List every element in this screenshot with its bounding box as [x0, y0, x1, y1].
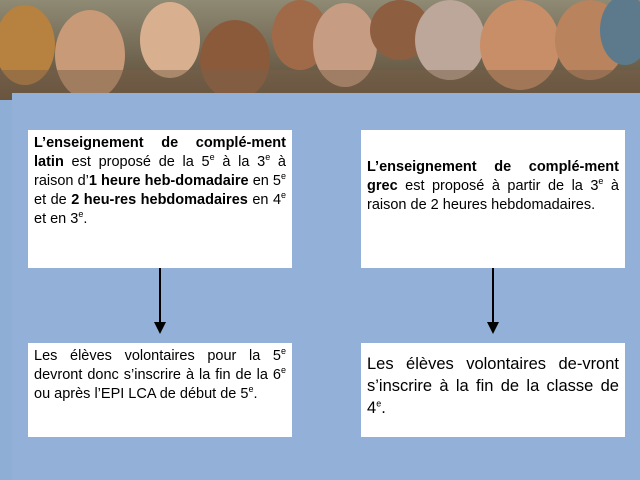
latin-text: et en 3: [34, 211, 79, 227]
superscript: e: [280, 346, 286, 357]
fresco-banner: [0, 0, 640, 100]
grec-info-box: [361, 130, 625, 268]
superscript: e: [281, 190, 287, 201]
grec-title-text: L’enseignement de complé-ment grec: [367, 159, 619, 194]
superscript: e: [78, 209, 84, 220]
latin-volunteers-text: .: [253, 386, 258, 402]
superscript: e: [280, 365, 286, 376]
latin-text: à la 3: [214, 154, 266, 170]
latin-down-arrow-icon: [153, 268, 167, 336]
latin-text: en 5: [248, 173, 281, 189]
superscript: e: [248, 384, 254, 395]
latin-volunteers-text: Les élèves volontaires pour la 5: [34, 348, 281, 364]
superscript: e: [209, 152, 215, 163]
latin-info-box: [28, 130, 292, 268]
latin-volunteers-text: ou après l’EPI LCA de début de 5: [34, 386, 249, 402]
latin-bold-text: 1 heure heb-domadaire: [88, 173, 249, 189]
grec-text: est proposé à partir de la 3: [397, 178, 599, 194]
grec-volunteers-text: .: [381, 399, 386, 417]
grec-volunteers-box: [361, 343, 625, 437]
grec-text: à raison de 2 heures hebdomadaires.: [367, 178, 619, 213]
latin-text: est proposé de la 5: [63, 154, 210, 170]
grec-volunteers-text: Les élèves volontaires de-vront s’inscrire à la fin de la classe de 4: [367, 355, 619, 417]
latin-text: et de: [34, 192, 72, 208]
latin-volunteers-box: [28, 343, 292, 437]
latin-text: en 4: [247, 192, 282, 208]
latin-text: .: [83, 211, 88, 227]
fresco-banner-image: [0, 0, 640, 100]
superscript: e: [265, 152, 271, 163]
superscript: e: [376, 398, 382, 409]
latin-volunteers-text: devront donc s’inscrire à la fin de la 6: [34, 367, 281, 383]
latin-title-text: L’enseignement de complé-ment latin: [34, 135, 286, 170]
grec-down-arrow-icon: [486, 268, 500, 336]
latin-bold-text: 2 heu-res hebdomadaires: [71, 192, 248, 208]
latin-text: à raison d’: [34, 154, 286, 189]
superscript: e: [281, 171, 287, 182]
superscript: e: [598, 176, 604, 187]
